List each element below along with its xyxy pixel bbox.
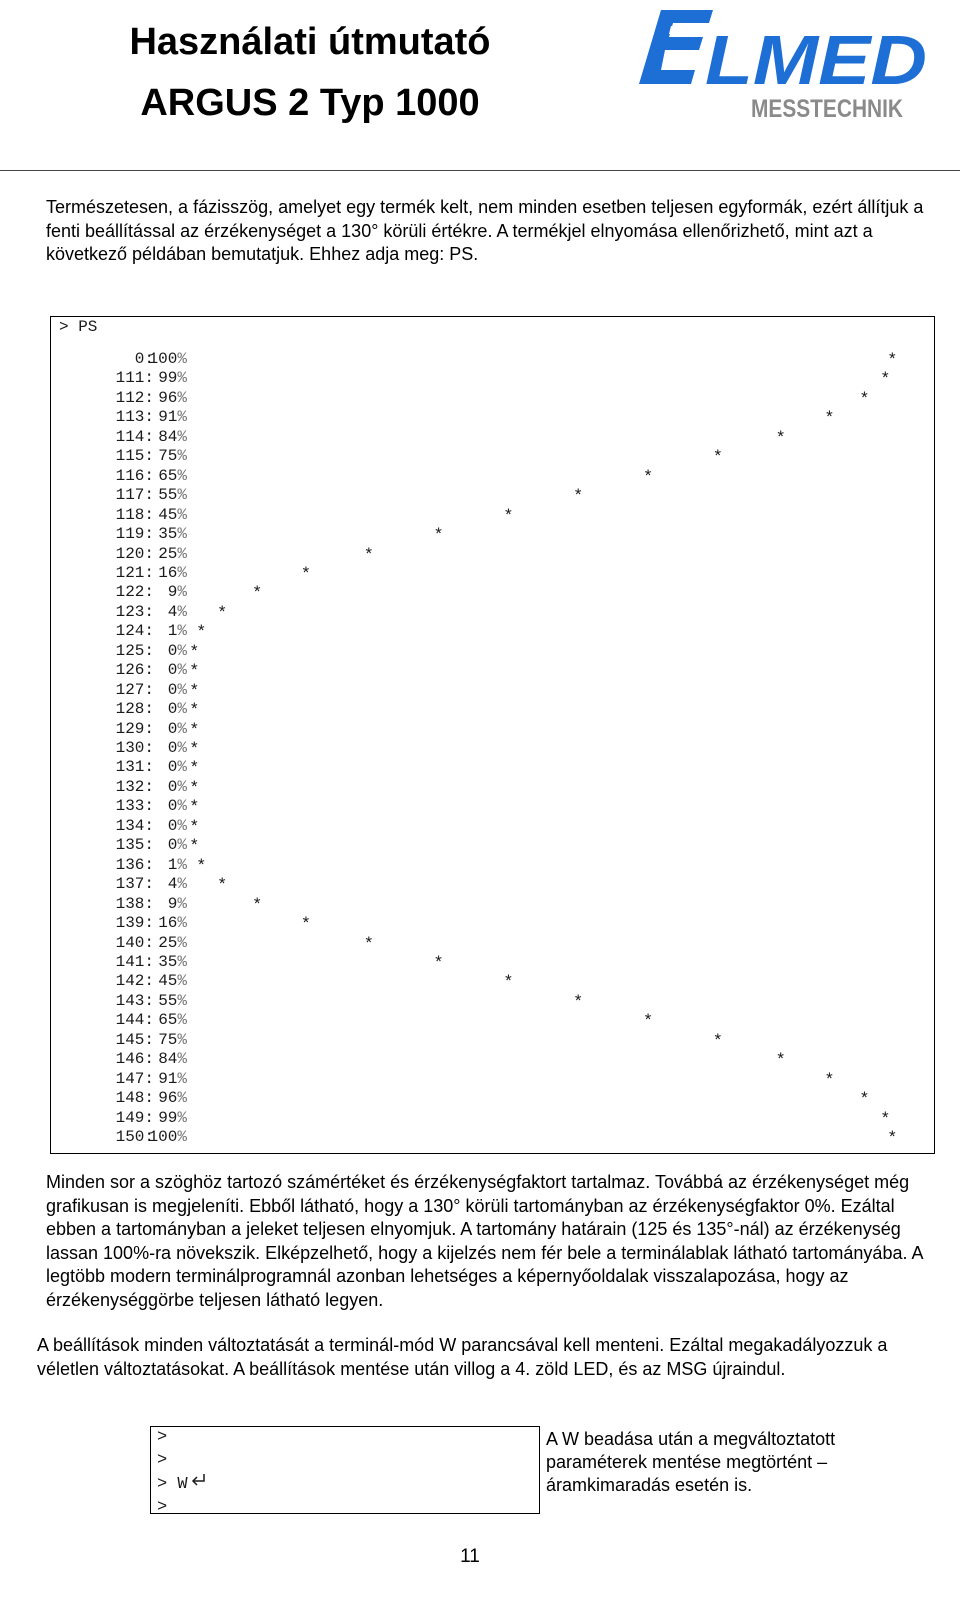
percent-value: 0%: [167, 680, 187, 699]
angle-value: 148:: [115, 1089, 154, 1108]
percent-value: 0%: [167, 758, 187, 777]
percent-value: 1%: [167, 855, 187, 874]
angle-value: 137:: [115, 875, 154, 894]
table-row: [51, 680, 934, 700]
graph-marker: *: [644, 1010, 652, 1030]
terminal-line: >: [157, 1450, 168, 1470]
table-row: [51, 1127, 934, 1147]
table-row: [51, 933, 934, 953]
angle-value: 115:: [115, 447, 154, 466]
percent-value: 25%: [158, 544, 187, 563]
graph-marker: *: [644, 465, 652, 485]
angle-value: 143:: [115, 991, 154, 1010]
percent-value: 16%: [158, 563, 187, 582]
explanation-paragraph: Minden sor a szöghöz tartozó számértéket és érzékenységfaktort tartalmaz. Továbbá az érzékenységet még grafikusan is megjeleníti. Ebből látható, hogy a 130° körüli tartományban az érzékenységfaktor 0%. Ezáltal ebben a tartományban a jeleket teljesen elnyomjuk. A tartomány határain (125 és 135°-nál) az érzékenység lassan 100%-ra növekszik. Elképzelhető, hogy a kijelzés nem fér bele a terminálablak látható tartományába. A legtöbb modern terminálprogramnál azonban lehetséges a képernyőoldalak visszalapozása, hogy az érzékenységgörbe teljesen látható legyen.: [46, 1172, 923, 1310]
graph-marker: *: [435, 951, 442, 971]
table-row: [51, 738, 934, 758]
percent-value: 0%: [167, 836, 187, 855]
table-row: [51, 641, 934, 661]
angle-value: 124:: [115, 622, 154, 641]
graph-marker: *: [777, 426, 784, 446]
angle-value: 132:: [115, 777, 154, 796]
graph-marker: *: [191, 699, 198, 719]
table-row: [51, 855, 934, 875]
elmed-logo: [633, 6, 945, 126]
angle-value: 145:: [115, 1030, 154, 1049]
graph-marker: *: [191, 738, 198, 757]
table-row: [51, 388, 934, 408]
angle-value: 135:: [115, 836, 154, 855]
graph-marker: *: [826, 407, 833, 427]
side-note: A W beadása után a megváltoztatott paraméterek mentése megtörtént – áramkimaradás esetén is.: [546, 1429, 836, 1495]
table-row: [51, 913, 934, 933]
percent-value: 0%: [167, 700, 187, 719]
percent-value: 0%: [167, 816, 187, 835]
table-row: [51, 349, 934, 369]
terminal-line: >: [157, 1497, 168, 1517]
percent-value: 9%: [167, 583, 187, 602]
angle-value: 121:: [115, 563, 154, 582]
angle-value: 114:: [115, 427, 154, 446]
table-row: [51, 796, 934, 816]
document-title: Használati útmutató: [129, 21, 491, 63]
percent-value: 9%: [167, 894, 187, 913]
angle-value: 138:: [115, 894, 154, 913]
graph-marker: *: [826, 1068, 833, 1088]
angle-value: 123:: [115, 602, 154, 621]
graph-marker: *: [882, 368, 889, 388]
angle-value: 139:: [115, 914, 154, 933]
graph-marker: *: [574, 485, 582, 505]
header-divider: [0, 170, 960, 171]
angle-value: 140:: [115, 933, 154, 952]
intro-paragraph: Természetesen, a fázisszög, amelyet egy termék kelt, nem minden esetben teljesen egyformák, ezért állítjuk a fenti beállítással az érzékenységet a 130° körüli értékre. A termékjel elnyomása ellenőrizhető, mint azt a következő példában bemutatjuk. Ehhez adja meg: PS.: [46, 197, 924, 264]
percent-value: 100%: [148, 350, 187, 368]
table-row: [51, 1088, 934, 1108]
terminal-prompt: > PS: [59, 318, 98, 336]
percent-value: 0%: [167, 777, 187, 796]
percent-value: 99%: [158, 369, 187, 388]
graph-marker: *: [197, 621, 205, 641]
graph-marker: *: [191, 640, 198, 660]
table-row: [51, 505, 934, 525]
angle-value: 134:: [115, 816, 154, 835]
graph-marker: *: [861, 387, 868, 407]
terminal-output-ps: [50, 316, 935, 1154]
percent-value: 96%: [158, 1089, 187, 1108]
table-row: [51, 1010, 934, 1030]
graph-marker: *: [714, 1029, 722, 1049]
percent-value: 99%: [158, 1108, 187, 1127]
graph-marker: *: [574, 990, 582, 1010]
percent-value: 45%: [158, 972, 187, 991]
angle-value: 118:: [115, 505, 154, 524]
percent-value: 91%: [158, 1069, 187, 1088]
page-number: 11: [460, 1546, 480, 1567]
percent-value: 65%: [158, 1011, 187, 1030]
graph-marker: *: [889, 349, 896, 368]
table-row: [51, 524, 934, 544]
save-paragraph: A beállítások minden változtatását a terminál-mód W parancsával kell menteni. Ezáltal megakadályozzuk a véletlen változtatásokat. A beállítások mentése után villog a 4. zöld LED, és az MSG újraindul.: [37, 1335, 888, 1379]
angle-value: 120:: [115, 544, 154, 563]
table-row: [51, 485, 934, 505]
table-row: [51, 602, 934, 622]
percent-value: 91%: [158, 408, 187, 427]
percent-value: 0%: [167, 719, 187, 738]
percent-value: 75%: [158, 447, 187, 466]
graph-marker: *: [505, 971, 512, 991]
angle-value: 129:: [115, 719, 154, 738]
graph-marker: *: [435, 524, 442, 544]
graph-marker: *: [191, 776, 198, 796]
table-row: [51, 407, 934, 427]
graph-marker: *: [365, 932, 373, 952]
percent-value: 0%: [167, 797, 187, 816]
graph-marker: *: [218, 874, 226, 894]
angle-value: 128:: [115, 700, 154, 719]
table-row: [51, 757, 934, 777]
table-row: [51, 894, 934, 914]
table-row: [51, 971, 934, 991]
table-row: [51, 991, 934, 1011]
percent-value: 84%: [158, 1050, 187, 1069]
graph-marker: *: [191, 796, 198, 816]
percent-value: 25%: [158, 933, 187, 952]
percent-value: 100%: [148, 1128, 187, 1146]
table-row: [51, 563, 934, 583]
table-row: [51, 544, 934, 564]
percent-value: 55%: [158, 991, 187, 1010]
angle-value: 141:: [115, 952, 154, 971]
enter-key-icon: [189, 1472, 207, 1497]
table-row: [51, 1108, 934, 1128]
terminal-line: >: [157, 1428, 168, 1447]
percent-value: 55%: [158, 486, 187, 505]
angle-value: 113:: [115, 408, 154, 427]
angle-value: 133:: [115, 797, 154, 816]
table-row: [51, 1069, 934, 1089]
angle-value: 136:: [115, 855, 154, 874]
w-command: > W: [157, 1475, 188, 1494]
angle-value: 117:: [115, 486, 154, 505]
angle-value: 146:: [115, 1050, 154, 1069]
graph-marker: *: [191, 835, 198, 855]
angle-value: 125:: [115, 641, 154, 660]
table-row: [51, 427, 934, 447]
percent-value: 1%: [167, 622, 187, 641]
graph-marker: *: [714, 446, 722, 466]
graph-marker: *: [365, 543, 373, 563]
angle-value: 127:: [115, 680, 154, 699]
table-row: [51, 368, 934, 388]
angle-value: 144:: [115, 1011, 154, 1030]
table-row: [51, 582, 934, 602]
terminal-line-w-command: [157, 1472, 533, 1497]
percent-value: 4%: [167, 875, 187, 894]
percent-value: 35%: [158, 952, 187, 971]
table-row: [51, 621, 934, 641]
percent-value: 4%: [167, 602, 187, 621]
percent-value: 96%: [158, 388, 187, 407]
angle-value: 149:: [115, 1108, 154, 1127]
percent-value: 0%: [167, 661, 187, 680]
graph-marker: *: [882, 1107, 889, 1127]
table-row: [51, 952, 934, 972]
table-row: [51, 699, 934, 719]
table-row: [51, 719, 934, 739]
table-row: [51, 777, 934, 797]
table-row: [51, 660, 934, 680]
terminal-save-box: [150, 1426, 540, 1517]
angle-value: 119:: [115, 525, 154, 544]
angle-value: 130:: [115, 739, 154, 757]
device-title: ARGUS 2 Typ 1000: [140, 82, 480, 124]
percent-value: 0%: [167, 641, 187, 660]
logo-e-mark: [639, 10, 713, 84]
graph-marker: *: [191, 660, 198, 680]
table-row: [51, 466, 934, 486]
graph-marker: *: [253, 893, 261, 913]
graph-marker: *: [889, 1127, 896, 1146]
angle-value: 112:: [115, 388, 154, 407]
svg-text:MESSTECHNIK: MESSTECHNIK: [751, 95, 903, 123]
svg-text:LMED: LMED: [705, 21, 927, 99]
table-row: [51, 446, 934, 466]
angle-value: 111:: [115, 369, 154, 388]
percent-value: 65%: [158, 466, 187, 485]
percent-value: 0%: [167, 739, 187, 757]
table-row: [51, 1030, 934, 1050]
angle-value: 122:: [115, 583, 154, 602]
graph-marker: *: [253, 582, 261, 602]
table-row: [51, 874, 934, 894]
table-row: [51, 1049, 934, 1069]
angle-value: 150:: [115, 1128, 154, 1146]
table-row: [51, 835, 934, 855]
percent-value: 35%: [158, 525, 187, 544]
graph-marker: *: [191, 757, 198, 777]
percent-value: 84%: [158, 427, 187, 446]
graph-marker: *: [197, 854, 205, 874]
graph-marker: *: [302, 562, 310, 582]
percent-value: 16%: [158, 914, 187, 933]
graph-marker: *: [861, 1088, 868, 1108]
graph-marker: *: [191, 679, 198, 699]
angle-value: 147:: [115, 1069, 154, 1088]
table-row: [51, 816, 934, 836]
percent-value: 45%: [158, 505, 187, 524]
angle-value: 126:: [115, 661, 154, 680]
graph-marker: *: [218, 601, 226, 621]
graph-marker: *: [777, 1049, 784, 1069]
graph-marker: *: [505, 504, 512, 524]
angle-value: 131:: [115, 758, 154, 777]
percent-value: 75%: [158, 1030, 187, 1049]
angle-value: 142:: [115, 972, 154, 991]
angle-value: 0:: [134, 350, 154, 368]
graph-marker: *: [191, 815, 198, 835]
graph-marker: *: [191, 718, 198, 738]
angle-value: 116:: [115, 466, 154, 485]
graph-marker: *: [302, 913, 310, 933]
